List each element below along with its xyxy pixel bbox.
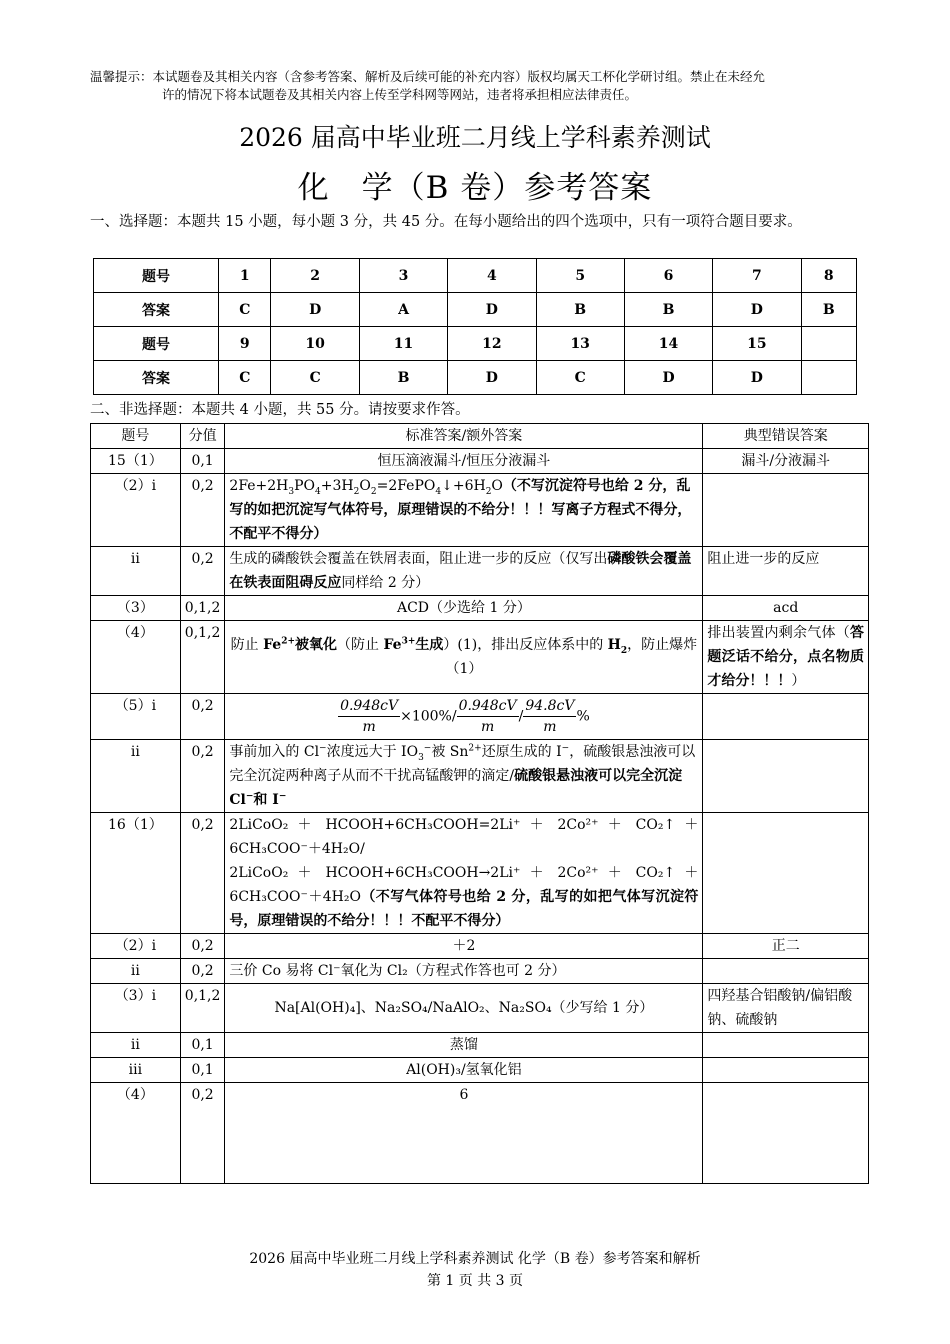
question-label: 题号 (94, 327, 219, 361)
answer-keyword: 被氧化 (295, 637, 338, 653)
question-number: 3 (359, 259, 447, 293)
question-cell: 16（1） (91, 813, 181, 934)
score-cell: 0,1,2 (180, 596, 225, 621)
answer-cell: C (219, 293, 271, 327)
error-cell: 四羟基合铝酸钠/偏铝酸钠、硫酸钠 (703, 984, 869, 1033)
answer-cell: 恒压滴液漏斗/恒压分液漏斗 (225, 449, 703, 474)
table-row (91, 813, 869, 934)
notice-line-1: 温馨提示：本试题卷及其相关内容（含参考答案、解析及后续可能的补充内容）版权均属天工杯化学研讨组。禁止在未经允 (90, 69, 766, 84)
page-title: 2026 届高中毕业班二月线上学科素养测试 (239, 123, 711, 152)
answer-text: 同样给 2 分） (341, 575, 430, 591)
percent-sign: % (576, 708, 590, 725)
answer-cell: D (271, 293, 359, 327)
question-cell: （3） (91, 596, 181, 621)
answer-cell: C (536, 361, 624, 395)
score-cell: 0,2 (180, 740, 225, 813)
notice-line-2: 许的情况下将本试题卷及其相关内容上传至学科网等网站，违者将承担相应法律责任。 (162, 87, 638, 102)
numerator: 0.948cV (338, 696, 400, 717)
answer-cell: D (624, 361, 712, 395)
header-typical-errors: 典型错误答案 (703, 424, 869, 449)
question-cell: iii (91, 1058, 181, 1083)
error-cell (703, 474, 869, 547)
error-cell (703, 813, 869, 934)
table-header-row (91, 424, 869, 449)
table-row (94, 259, 857, 293)
answer-label: 答案 (94, 293, 219, 327)
answer-cell: B (359, 361, 447, 395)
multiple-choice-table (93, 258, 857, 395)
grading-note: 和 I (253, 792, 279, 808)
answer-text: 被 Sn (431, 744, 469, 760)
question-cell: （3）i (91, 984, 181, 1033)
answer-cell: C (219, 361, 271, 395)
table-row (94, 293, 857, 327)
error-cell (703, 694, 869, 740)
error-cell (703, 1083, 869, 1184)
answer-cell: C (271, 361, 359, 395)
copyright-notice (90, 68, 870, 104)
error-cell: 正二 (703, 934, 869, 959)
numerator: 0.948cV (457, 696, 519, 717)
table-row (91, 547, 869, 596)
question-cell: ii (91, 1033, 181, 1058)
question-number: 7 (713, 259, 801, 293)
footer-title: 2026 届高中毕业班二月线上学科素养测试 化学（B 卷）参考答案和解析 (249, 1251, 701, 1267)
score-cell: 0,1 (180, 449, 225, 474)
operator: ×100%/ (400, 708, 457, 725)
formula: H (607, 637, 621, 653)
question-cell: ii (91, 959, 181, 984)
grading-note: （不写沉淀符号也给 2 分，乱写的如把沉淀写气体符号，原理错误的不给分！！！写离子方程式不得分，不配平不得分） (229, 478, 692, 542)
denominator: m (480, 719, 495, 735)
question-number: 15 (713, 327, 801, 361)
answer-cell: 蒸馏 (225, 1033, 703, 1058)
table-row (91, 984, 869, 1033)
answer-cell: B (624, 293, 712, 327)
numerator: 94.8cV (523, 696, 576, 717)
answer-cell: ACD（少选给 1 分） (225, 596, 703, 621)
question-cell: （2）i (91, 474, 181, 547)
question-number: 11 (359, 327, 447, 361)
error-cell (703, 1033, 869, 1058)
answer-cell: Na[Al(OH)₄]、Na₂SO₄/NaAlO₂、Na₂SO₄（少写给 1 分） (225, 984, 703, 1033)
answer-text: 浓度远大于 IO (326, 744, 419, 760)
question-number: 1 (219, 259, 271, 293)
header-answer: 标准答案/额外答案 (225, 424, 703, 449)
answer-text: （防止 (337, 637, 384, 653)
fraction (338, 696, 400, 737)
grading-note: 磷酸铁会覆盖在铁表面阻碍反应 (229, 551, 692, 591)
header-score: 分值 (180, 424, 225, 449)
equation-part: +3H (320, 478, 354, 494)
answer-text: 生成的磷酸铁会覆盖在铁屑表面，阻止进一步的反应（仅写出 (229, 551, 608, 567)
answer-cell: D (448, 293, 536, 327)
page-subtitle: 化 学（B 卷）参考答案 (297, 170, 653, 206)
question-number: 10 (271, 327, 359, 361)
equation-part: PO (294, 478, 316, 494)
answer-cell: D (713, 293, 801, 327)
error-cell: 阻止进一步的反应 (703, 547, 869, 596)
grading-note: 答题泛话不给分，点名物质才给分！！！ (707, 625, 864, 689)
answer-cell: B (536, 293, 624, 327)
table-row (91, 934, 869, 959)
answer-cell: 6 (225, 1083, 703, 1184)
question-cell: （2）i (91, 934, 181, 959)
score-cell: 0,1,2 (180, 621, 225, 694)
question-number: 2 (271, 259, 359, 293)
answer-table (90, 423, 869, 1184)
answer-keyword: 生成 (415, 637, 444, 653)
ion-formula: Fe (383, 637, 402, 653)
table-row (94, 361, 857, 395)
equation-part: 2Fe+2H (229, 478, 289, 494)
table-row (91, 1033, 869, 1058)
error-cell (703, 740, 869, 813)
question-number: 12 (448, 327, 536, 361)
answer-cell: Al(OH)₃/氢氧化铝 (225, 1058, 703, 1083)
score-cell: 0,2 (180, 694, 225, 740)
score-cell: 0,2 (180, 813, 225, 934)
answer-cell: D (448, 361, 536, 395)
answer-text: 防止 (230, 637, 264, 653)
table-row (91, 449, 869, 474)
question-label: 题号 (94, 259, 219, 293)
score-cell: 0,1,2 (180, 984, 225, 1033)
score-cell: 0,2 (180, 474, 225, 547)
table-row (91, 959, 869, 984)
answer-text: ，硫酸银悬浊液可以完全沉淀两种离子从而不干扰高锰酸钾的滴定/ (229, 744, 696, 784)
error-cell (703, 621, 869, 694)
denominator: m (362, 719, 376, 735)
error-cell: acd (703, 596, 869, 621)
answer-cell (225, 813, 703, 934)
ion-formula: Fe (263, 637, 282, 653)
question-cell: ii (91, 547, 181, 596)
question-number: 5 (536, 259, 624, 293)
denominator: m (543, 719, 557, 735)
answer-cell: 三价 Co 易将 Cl⁻氧化为 Cl₂（方程式作答也可 2 分） (225, 959, 703, 984)
question-cell: （4） (91, 1083, 181, 1184)
equation-part: ↓+6H (441, 478, 486, 494)
question-number: 14 (624, 327, 712, 361)
score-cell: 0,2 (180, 934, 225, 959)
table-row (91, 621, 869, 694)
score-cell: 0,2 (180, 959, 225, 984)
table-row (91, 694, 869, 740)
score-cell: 0,2 (180, 1083, 225, 1184)
grading-note: 硫酸银悬浊液可以完全沉淀 Cl (229, 768, 683, 808)
answer-label: 答案 (94, 361, 219, 395)
question-number: 9 (219, 327, 271, 361)
section-2-heading: 二、非选择题：本题共 4 小题，共 55 分。请按要求作答。 (90, 402, 470, 418)
answer-text: ）(1)，排出反应体系中的 (443, 637, 608, 653)
score-cell: 0,1 (180, 1033, 225, 1058)
answer-text: 还原生成的 I (481, 744, 562, 760)
question-number: 8 (801, 259, 856, 293)
question-cell: （4） (91, 621, 181, 694)
table-row (91, 1083, 869, 1184)
equation-part: O (491, 478, 503, 494)
fraction (523, 696, 576, 737)
answer-cell (225, 547, 703, 596)
score-cell: 0,1 (180, 1058, 225, 1083)
question-number: 13 (536, 327, 624, 361)
separator: / (518, 708, 524, 725)
table-row (91, 596, 869, 621)
answer-cell: $2Fe+2H_3PO_4+3H_2O_2=2FePO_4↓+6H_2O$（不写沉淀符号也给 2 分，乱写的如把沉淀写气体符号，原理错误的不给分！！！写离子方程式不得分，不配平不得分） (225, 474, 703, 547)
header-question: 题号 (91, 424, 181, 449)
answer-text: ，防止爆炸（1） (445, 637, 698, 677)
error-cell: 漏斗/分液漏斗 (703, 449, 869, 474)
question-cell: ii (91, 740, 181, 813)
fraction (457, 696, 519, 737)
table-row (94, 327, 857, 361)
equation: 2LiCoO₂ ＋ HCOOH+6CH₃COOH=2Li⁺ ＋ 2Co²⁺ ＋ CO₂↑ ＋ 6CH₃COO⁻＋4H₂O/ (229, 817, 699, 857)
question-number: 4 (448, 259, 536, 293)
table-row (91, 1058, 869, 1083)
answer-cell: 事前加入的 Cl−浓度远大于 $IO_3^-$被 $Sn^{2+}$还原生成的 I−，硫酸银悬浊液可以完全沉淀两种离子从而不干扰高锰酸钾的滴定/硫酸银悬浊液可以完全沉淀 Cl−和 I− (225, 740, 703, 813)
page-number: 第 1 页 共 3 页 (426, 1273, 524, 1289)
score-cell: 0,2 (180, 547, 225, 596)
answer-cell: 防止 $Fe^{2+}$被氧化（防止 $Fe^{3+}$生成）(1)，排出反应体系中的 $H_2$，防止爆炸（1） (225, 621, 703, 694)
table-row (91, 474, 869, 547)
question-number (801, 327, 856, 361)
equation-part: O (359, 478, 371, 494)
answer-cell (225, 694, 703, 740)
answer-cell: B (801, 293, 856, 327)
section-1-heading: 一、选择题：本题共 15 小题，每小题 3 分，共 45 分。在每小题给出的四个选项中，只有一项符合题目要求。 (90, 214, 802, 230)
error-text: ） (791, 673, 806, 689)
answer-cell: D (713, 361, 801, 395)
error-cell (703, 1058, 869, 1083)
answer-text: 事前加入的 Cl (229, 744, 320, 760)
answer-cell: ＋2 (225, 934, 703, 959)
answer-cell: A (359, 293, 447, 327)
equation: 2LiCoO₂ ＋ HCOOH+6CH₃COOH→2Li⁺ ＋ 2Co²⁺ ＋ CO₂↑ ＋ 6CH₃COO⁻＋4H₂O (229, 865, 699, 905)
table-row (91, 740, 869, 813)
question-number: 6 (624, 259, 712, 293)
error-text: 排出装置内剩余气体（ (707, 625, 850, 641)
grading-note: （不写气体符号也给 2 分，乱写的如把气体写沉淀符号，原理错误的不给分！！！不配平不得分） (229, 889, 699, 929)
question-cell: （5）i (91, 694, 181, 740)
answer-cell (801, 361, 856, 395)
equation-part: =2FePO (376, 478, 436, 494)
error-cell (703, 959, 869, 984)
question-cell: 15（1） (91, 449, 181, 474)
